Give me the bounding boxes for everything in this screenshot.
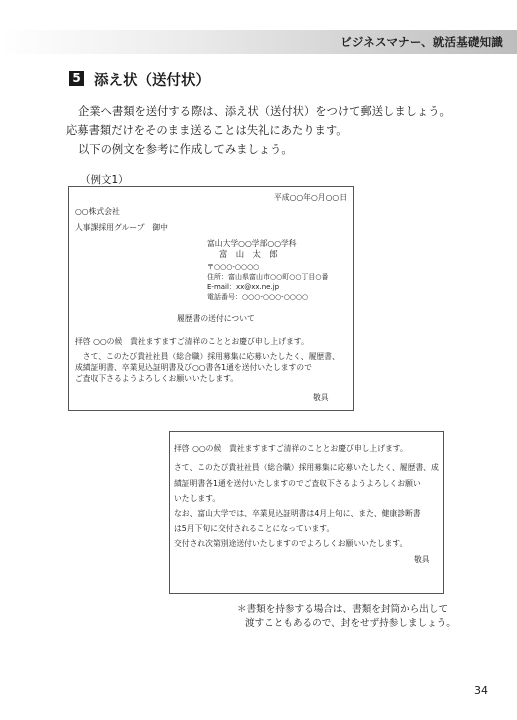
letter-closing: 敬具: [313, 393, 329, 402]
section-title: 添え状（送付状）: [94, 73, 210, 89]
letter-department: 人事課採用グループ 御中: [75, 223, 168, 232]
note-line-2: 渡すこともあるので、封をせず持参しましょう。: [245, 618, 456, 629]
letter-body-line: は5月下旬に交付されることになっています。: [174, 524, 335, 533]
intro-line-3: 以下の例文を参考に作成してみましょう。: [78, 143, 293, 156]
page-number: 34: [474, 684, 488, 697]
intro-text: [66, 102, 451, 159]
letter-sender-name: 富 山 太 郎: [219, 249, 278, 259]
letter-phone: 電話番号：○○○-○○○-○○○○: [207, 293, 309, 301]
letter-greeting: 拝啓 ○○の候 貴社ますますご清祥のこととお慶び申し上げます。: [75, 337, 309, 346]
letter-date: 平成○○年○月○○日: [273, 193, 347, 202]
letter-body-line: 成績証明書、卒業見込証明書及び○○書各1通を送付いたしますので: [75, 363, 312, 372]
letter-company: ○○株式会社: [75, 207, 120, 216]
example-letter-2: [169, 431, 444, 594]
intro-line-1: 企業へ書類を送付する際は、添え状（送付状）をつけて郵送しましょう。: [78, 105, 451, 118]
note-text: [237, 603, 456, 631]
note-line-1: ＊書類を持参する場合は、書類を封筒から出して: [237, 604, 449, 615]
letter-body-line: 交付され次第別途送付いたしますのでよろしくお願いいたします。: [174, 539, 408, 548]
letter-body-line: なお、富山大学では、卒業見込証明書は4月上旬に、また、健康診断書: [174, 509, 421, 518]
letter-body-line: さて、このたび貴社社員（総合職）採用募集に応募いたしたく、履歴書、: [75, 352, 340, 361]
letter-body-line: 績証明書各1通を送付いたしますのでご査収下さるようよろしくお願い: [174, 479, 421, 488]
letter-body-line: ご査収下さるようよろしくお願いいたします。: [75, 374, 239, 383]
letter-university: 富山大学○○学部○○学科: [207, 239, 297, 248]
letter-email: E-mail：xx@xx.ne.jp: [207, 283, 280, 291]
letter-address: 住所：富山県富山市○○町○○丁目○番: [207, 273, 329, 281]
intro-line-2: 応募書類だけをそのまま送ることは失礼にあたります。: [66, 124, 348, 137]
section-number-badge: 5: [69, 71, 84, 86]
letter-greeting: 拝啓 ○○の候 貴社ますますご清祥のこととお慶び申し上げます。: [174, 444, 408, 453]
example-label: （例文1）: [80, 174, 129, 186]
letter-closing: 敬具: [414, 555, 430, 564]
letter-body-line: いたします。: [174, 494, 221, 503]
letter-postal: 〒○○○-○○○○: [207, 263, 260, 271]
header-title: ビジネスマナー、就活基礎知識: [340, 35, 503, 49]
example-letter-1: [68, 186, 354, 411]
letter-body-line: さて、このたび貴社社員（総合職）採用募集に応募いたしたく、履歴書、成: [174, 463, 439, 472]
letter-subject: 履歴書の送付について: [177, 314, 255, 323]
